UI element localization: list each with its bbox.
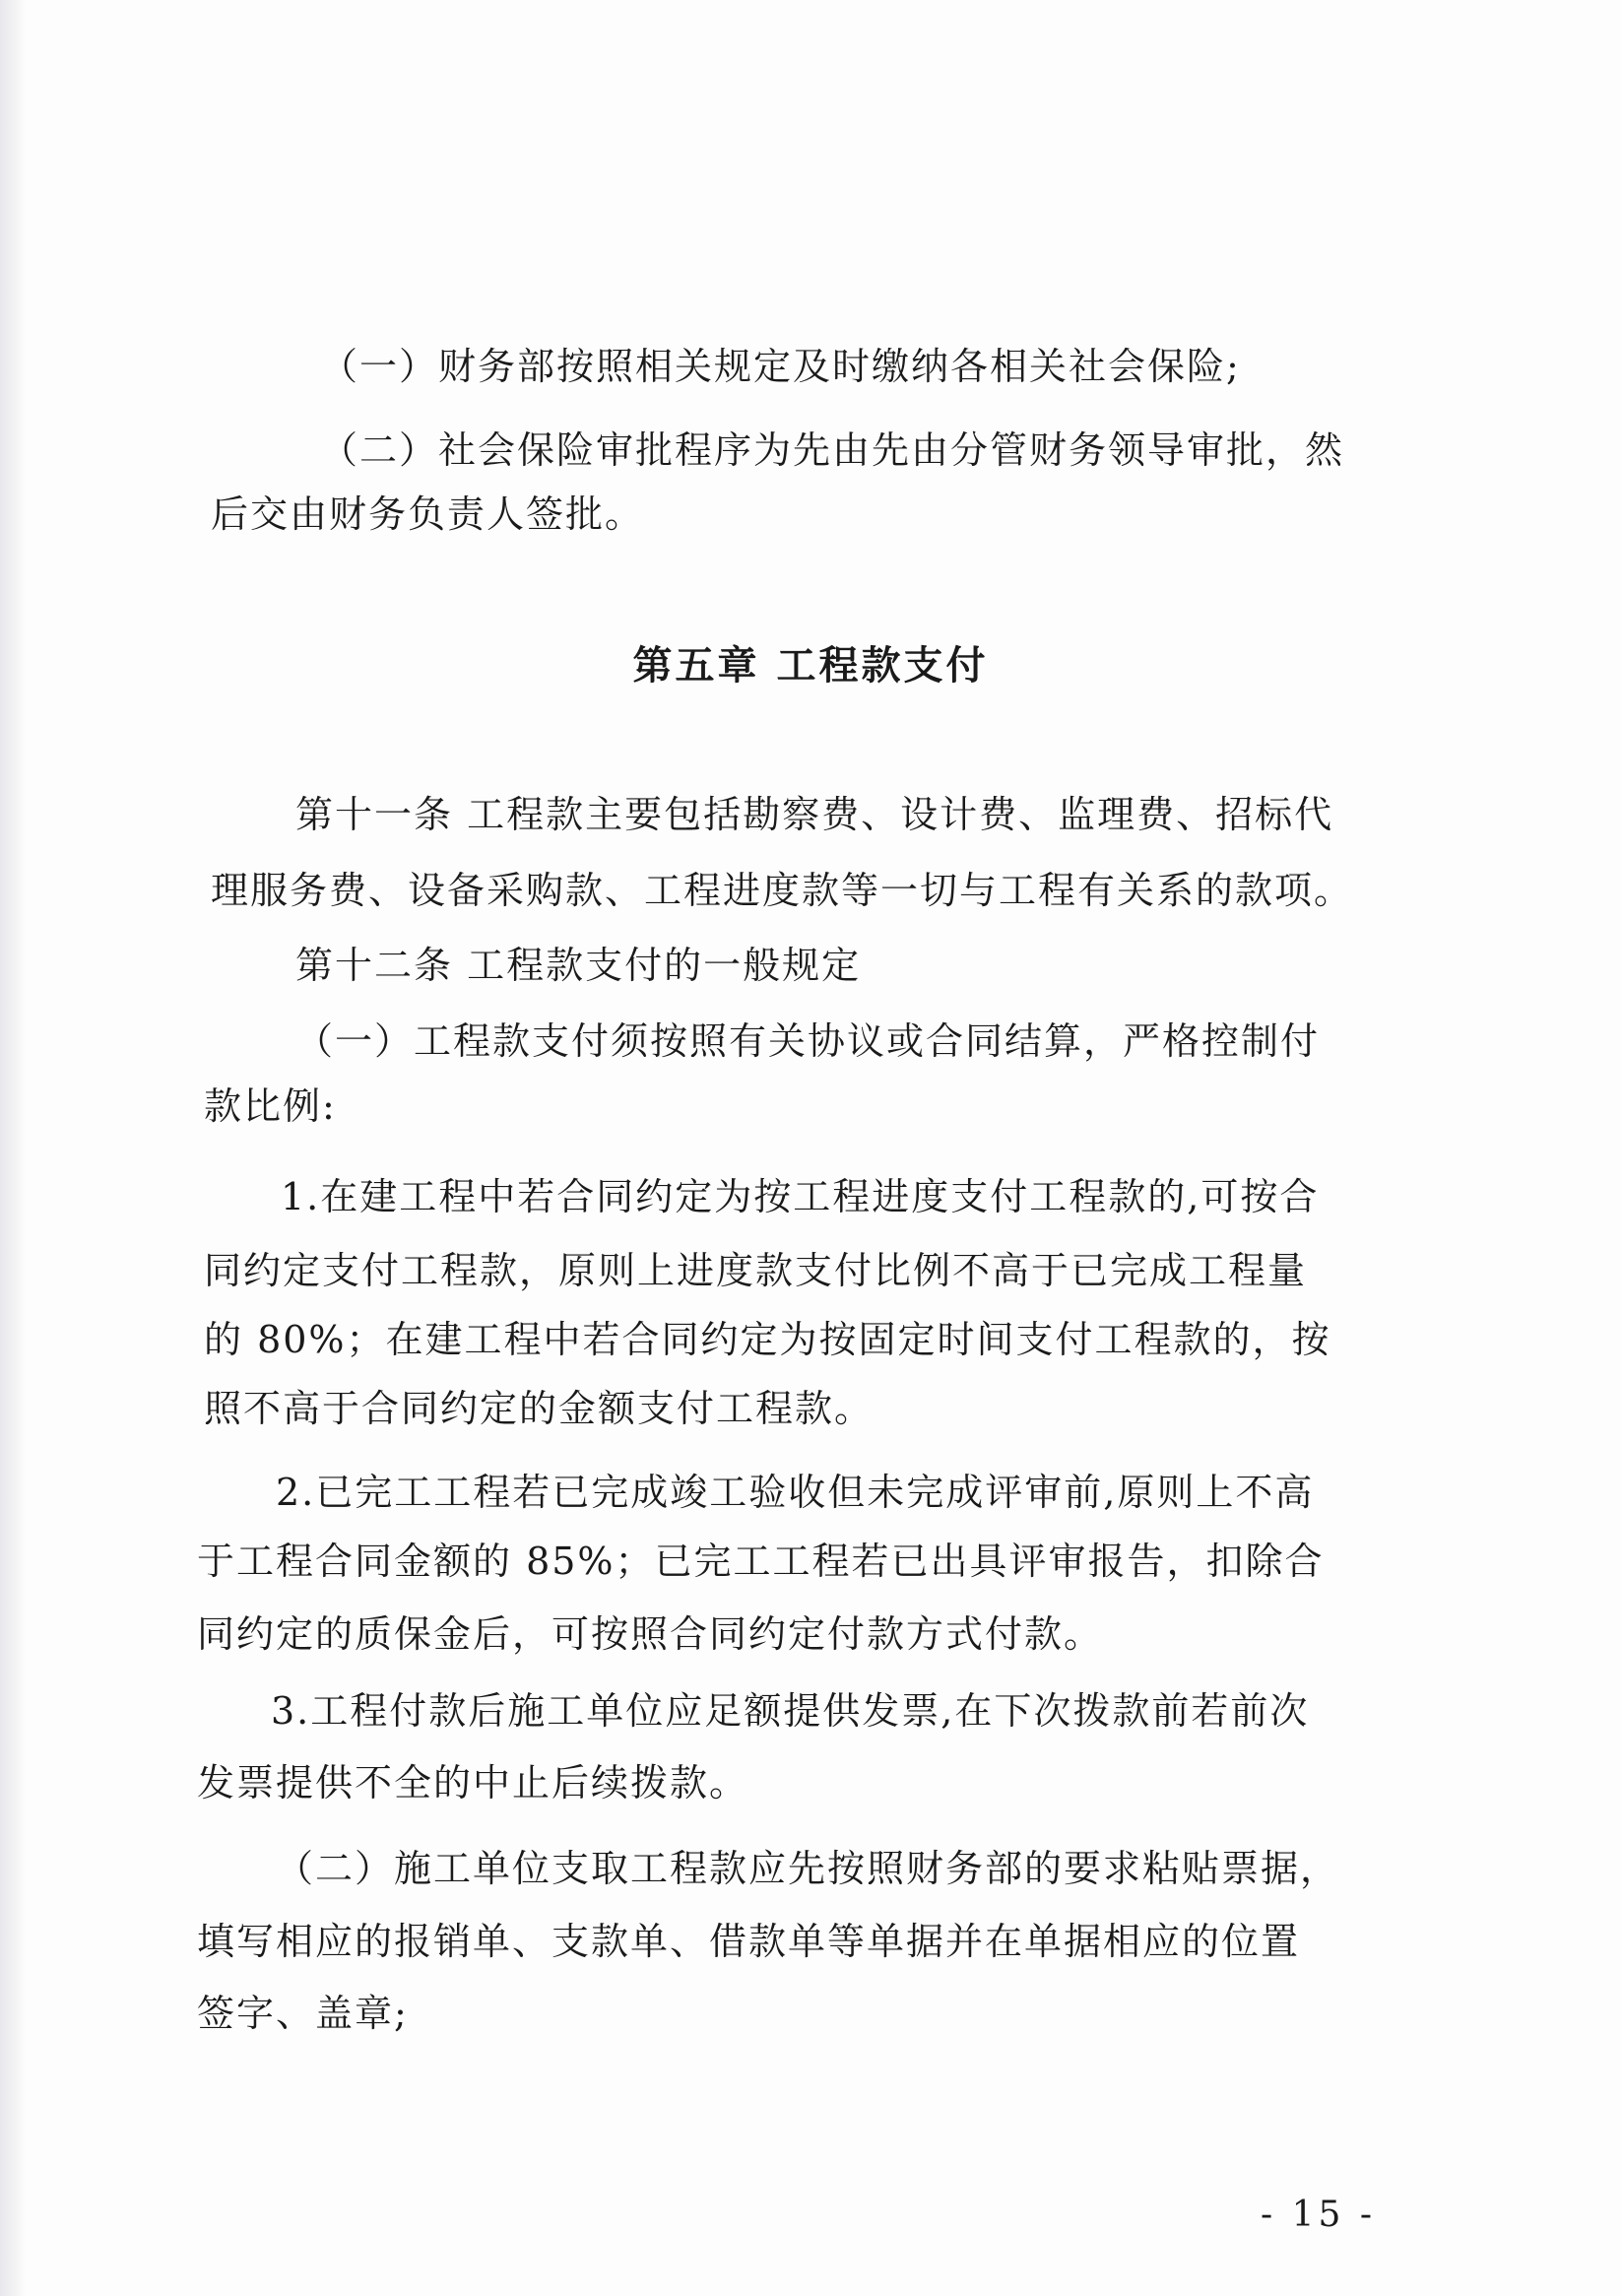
page-number: - 15 - bbox=[1261, 2195, 1377, 2235]
article-11-cont: 理服务费、设备采购款、工程进度款等一切与工程有关系的款项。 bbox=[211, 869, 1354, 912]
sub-item-2-cont-1: 于工程合同金额的 85%；已完工工程若已出具评审报告，扣除合 bbox=[197, 1540, 1325, 1583]
article-12-item-1-cont: 款比例: bbox=[204, 1084, 337, 1128]
clause-item-2-cont: 后交由财务负责人签批。 bbox=[211, 492, 645, 536]
sub-item-2-cont-2: 同约定的质保金后，可按照合同约定付款方式付款。 bbox=[197, 1612, 1104, 1656]
sub-item-3-cont: 发票提供不全的中止后续拨款。 bbox=[197, 1761, 749, 1804]
sub-item-1-cont-3: 照不高于合同约定的金额支付工程款。 bbox=[204, 1387, 875, 1430]
article-12-item-2: （二）施工单位支取工程款应先按照财务部的要求粘贴票据， bbox=[276, 1847, 1340, 1890]
sub-item-1-cont-2: 的 80%；在建工程中若合同约定为按固定时间支付工程款的，按 bbox=[204, 1318, 1331, 1361]
sub-item-1: 1.在建工程中若合同约定为按工程进度支付工程款的,可按合 bbox=[281, 1175, 1320, 1218]
scan-edge-shadow bbox=[0, 0, 26, 2296]
article-12: 第十二条 工程款支付的一般规定 bbox=[295, 944, 862, 987]
clause-item-2: （二）社会保险审批程序为先由先由分管财务领导审批，然 bbox=[320, 428, 1345, 472]
sub-item-2: 2.已完工工程若已完成竣工验收但未完成评审前,原则上不高 bbox=[276, 1471, 1315, 1514]
article-12-item-1: （一）工程款支付须按照有关协议或合同结算，严格控制付 bbox=[295, 1019, 1321, 1063]
sub-item-1-cont-1: 同约定支付工程款，原则上进度款支付比例不高于已完成工程量 bbox=[204, 1249, 1308, 1292]
chapter-heading: 第五章 工程款支付 bbox=[632, 642, 989, 689]
article-11: 第十一条 工程款主要包括勘察费、设计费、监理费、招标代 bbox=[295, 793, 1334, 836]
article-12-item-2-cont-1: 填写相应的报销单、支款单、借款单等单据并在单据相应的位置 bbox=[197, 1920, 1301, 1963]
article-12-item-2-cont-2: 签字、盖章; bbox=[197, 1992, 409, 2035]
sub-item-3: 3.工程付款后施工单位应足额提供发票,在下次拨款前若前次 bbox=[271, 1689, 1310, 1733]
clause-item-1: （一）财务部按照相关规定及时缴纳各相关社会保险; bbox=[320, 345, 1241, 388]
